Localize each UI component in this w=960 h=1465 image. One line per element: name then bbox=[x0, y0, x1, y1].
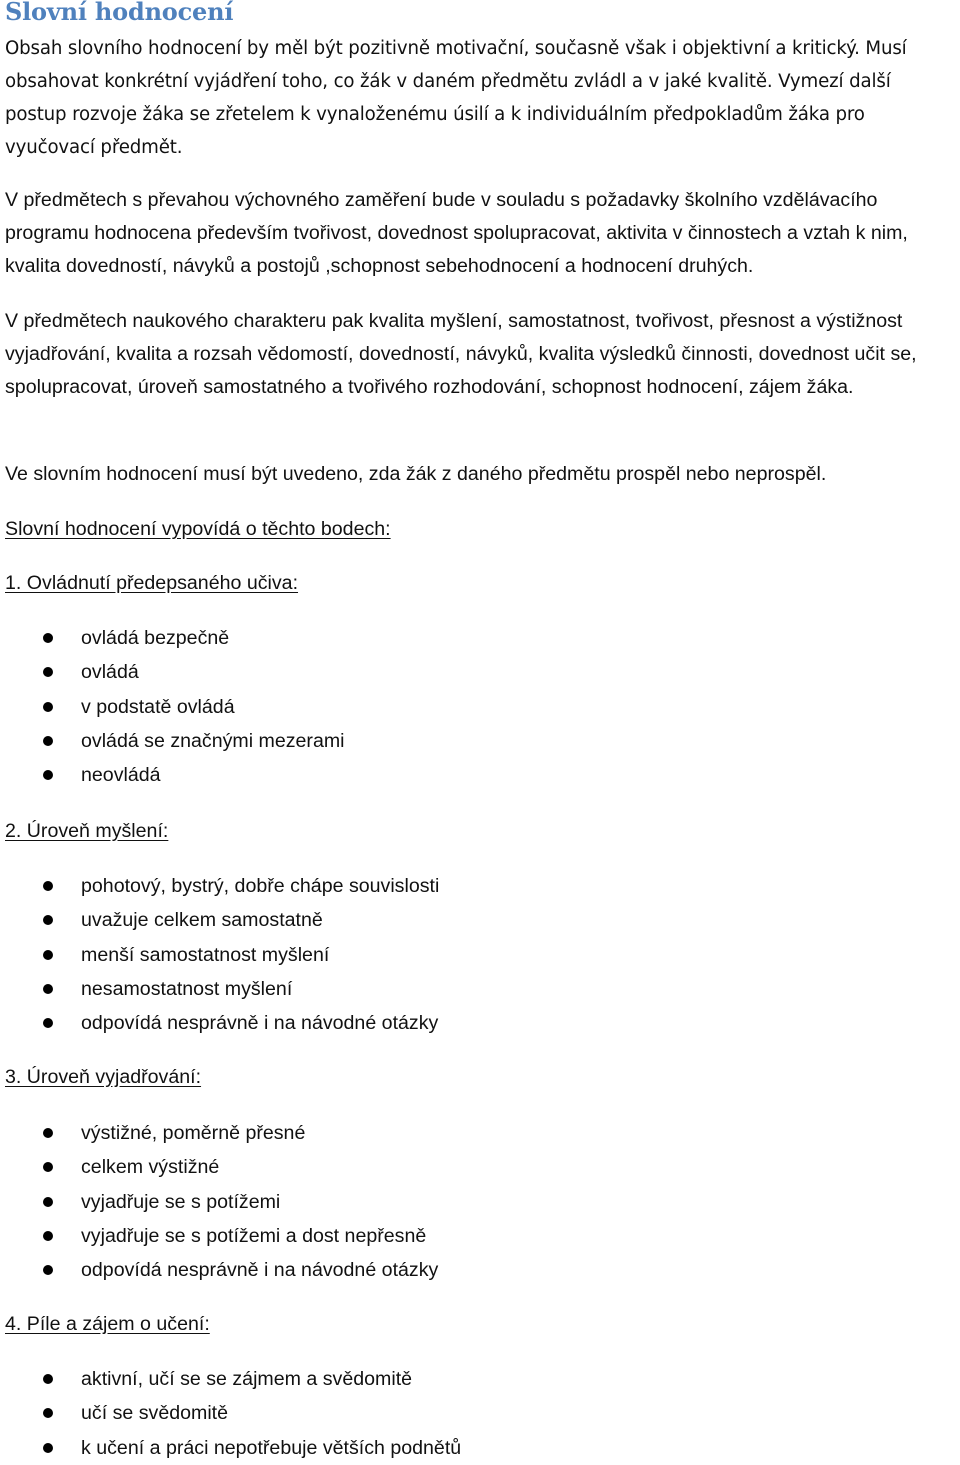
paragraph-academic-subjects: V předmětech naukového charakteru pak kvalita myšlení, samostatnost, tvořivost, přesnost a výstižnost vyjadřování, kvalita a rozsah vědomostí, dovedností, návyků, kvalita výsledků činnosti, dovednost učit se, spolupracovat, úroveň samostatného a tvořivého rozhodování, schopnost hodnocení, zájem žáka. bbox=[5, 310, 917, 398]
bullet-icon bbox=[43, 736, 53, 746]
list-item: výstižné, poměrně přesné bbox=[5, 1116, 945, 1150]
list-item: nesamostatnost myšlení bbox=[5, 972, 945, 1006]
list-item: menší samostatnost myšlení bbox=[5, 938, 945, 972]
list-item: uvažuje celkem samostatně bbox=[5, 903, 945, 937]
list-item: ovládá bezpečně bbox=[5, 621, 945, 655]
paragraph-pass-fail: Ve slovním hodnocení musí být uvedeno, zda žák z daného předmětu prospěl nebo neprospěl. bbox=[5, 463, 827, 485]
list-item: neovládá bbox=[5, 758, 945, 792]
bullet-icon bbox=[43, 1018, 53, 1028]
list-item: ovládá bbox=[5, 655, 945, 689]
section-list-1 bbox=[5, 621, 945, 792]
list-item: odpovídá nesprávně i na návodné otázky bbox=[5, 1006, 945, 1040]
list-item: vyjadřuje se s potížemi a dost nepřesně bbox=[5, 1219, 945, 1253]
bullet-icon bbox=[43, 702, 53, 712]
bullet-icon bbox=[43, 881, 53, 891]
list-item: vyjadřuje se s potížemi bbox=[5, 1185, 945, 1219]
section-list-4 bbox=[5, 1362, 945, 1465]
bullet-icon bbox=[43, 1128, 53, 1138]
section-list-2 bbox=[5, 869, 945, 1040]
list-item: odpovídá nesprávně i na návodné otázky bbox=[5, 1253, 945, 1287]
list-item: aktivní, učí se se zájmem a svědomitě bbox=[5, 1362, 945, 1396]
list-item: pohotový, bystrý, dobře chápe souvislosti bbox=[5, 869, 945, 903]
list-item: ovládá se značnými mezerami bbox=[5, 724, 945, 758]
bullet-icon bbox=[43, 915, 53, 925]
page-title: Slovní hodnocení bbox=[5, 0, 234, 26]
section-heading-2: 2. Úroveň myšlení: bbox=[5, 820, 169, 842]
bullet-icon bbox=[43, 633, 53, 643]
bullet-icon bbox=[43, 950, 53, 960]
list-item: v podstatě ovládá bbox=[5, 690, 945, 724]
bullet-icon bbox=[43, 770, 53, 780]
bullet-icon bbox=[43, 1443, 53, 1453]
list-item: k učení a práci nepotřebuje větších podnětů bbox=[5, 1431, 945, 1465]
section-heading-1: 1. Ovládnutí předepsaného učiva: bbox=[5, 572, 299, 594]
paragraph-intro: Obsah slovního hodnocení by měl být pozitivně motivační, současně však i objektivní a kritický. Musí obsahovat konkrétní vyjádření toho, co žák v daném předmětu zvládl a v jaké kvalitě. Vymezí další postup rozvoje žáka se zřetelem k vynaloženému úsilí a k individuálním předpokladům žáka pro vyučovací předmět. bbox=[5, 38, 907, 158]
bullet-icon bbox=[43, 667, 53, 677]
bullet-icon bbox=[43, 1231, 53, 1241]
bullet-icon bbox=[43, 1265, 53, 1275]
list-item: učí se svědomitě bbox=[5, 1396, 945, 1430]
section-heading-4: 4. Píle a zájem o učení: bbox=[5, 1313, 210, 1335]
bullet-icon bbox=[43, 984, 53, 994]
bullet-icon bbox=[43, 1374, 53, 1384]
bullet-icon bbox=[43, 1162, 53, 1172]
paragraph-educational-subjects: V předmětech s převahou výchovného zaměření bude v souladu s požadavky školního vzdělávacího programu hodnocena především tvořivost, dovednost spolupracovat, aktivita v činnostech a vztah k nim, kvalita dovedností, návyků a postojů ,schopnost sebehodnocení a hodnocení druhých. bbox=[5, 189, 908, 277]
section-list-3 bbox=[5, 1116, 945, 1287]
section-heading-3: 3. Úroveň vyjadřování: bbox=[5, 1066, 202, 1088]
bullet-icon bbox=[43, 1197, 53, 1207]
list-item: celkem výstižné bbox=[5, 1150, 945, 1184]
criteria-heading: Slovní hodnocení vypovídá o těchto bodech: bbox=[5, 518, 391, 540]
bullet-icon bbox=[43, 1408, 53, 1418]
